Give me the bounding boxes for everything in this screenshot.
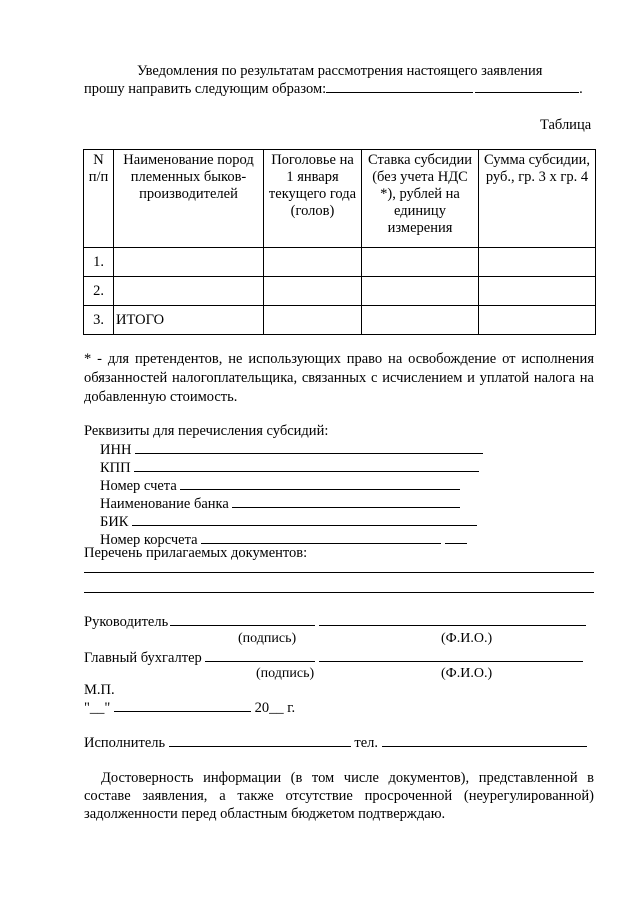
executor-row <box>84 734 587 752</box>
inn-row <box>100 441 483 459</box>
notification-line1: Уведомления по результатам рассмотрения настоящего заявления <box>137 63 543 79</box>
chief-accountant-signature-field[interactable] <box>205 649 315 662</box>
row-rate-cell[interactable] <box>362 248 479 277</box>
documents-line-1[interactable] <box>84 572 594 573</box>
bik-field[interactable] <box>132 513 477 526</box>
table-row <box>84 277 596 306</box>
kpp-field[interactable] <box>134 459 479 472</box>
bank-field[interactable] <box>232 495 460 508</box>
table-row <box>84 248 596 277</box>
vat-footnote: * - для претендентов, не использующих право на освобождение от исполнения обязанностей налогоплательщика, связанных с исчислением и уплатой налога на добавленную стоимость. <box>84 351 594 405</box>
phone-label: тел. <box>354 735 378 751</box>
documents-line-2[interactable] <box>84 592 594 593</box>
row-rate-cell[interactable] <box>362 277 479 306</box>
chief-accountant-name-field[interactable] <box>319 649 583 662</box>
bank-label: Наименование банка <box>100 496 229 512</box>
head-row <box>84 613 586 631</box>
header-headcount: Поголовье на 1 января текущего года (голов) <box>264 150 362 248</box>
executor-name-field[interactable] <box>169 734 351 747</box>
corr-label: Номер корсчета <box>100 532 198 548</box>
row-headcount-cell[interactable] <box>264 248 362 277</box>
kpp-label: КПП <box>100 460 131 476</box>
row-sum-cell[interactable] <box>479 248 596 277</box>
inn-field[interactable] <box>135 441 483 454</box>
account-label: Номер счета <box>100 478 177 494</box>
executor-label: Исполнитель <box>84 735 166 751</box>
row-headcount-cell[interactable] <box>264 306 362 335</box>
bank-row <box>100 495 460 513</box>
head-signature-field[interactable] <box>170 613 315 626</box>
row-sum-cell[interactable] <box>479 277 596 306</box>
row-total-label: ИТОГО <box>114 306 264 335</box>
table-row-total <box>84 306 596 335</box>
date-day: "__" <box>84 700 111 716</box>
kpp-row <box>100 459 479 477</box>
row-breed-cell[interactable] <box>114 248 264 277</box>
row-headcount-cell[interactable] <box>264 277 362 306</box>
delivery-method-field-2[interactable] <box>475 80 579 93</box>
bik-label: БИК <box>100 514 129 530</box>
notification-line2-text: прошу направить следующим образом: <box>84 81 327 97</box>
head-label: Руководитель <box>84 614 169 630</box>
row-breed-cell[interactable] <box>114 277 264 306</box>
corr-field[interactable] <box>201 531 441 544</box>
row-number: 3. <box>84 306 114 335</box>
table-header-row <box>84 150 596 248</box>
row-sum-cell[interactable] <box>479 306 596 335</box>
date-row <box>84 699 295 717</box>
header-rate: Ставка субсидии (без учета НДС *), рублей на единицу измерения <box>362 150 479 248</box>
header-sum: Сумма субсидии, руб., гр. 3 x гр. 4 <box>479 150 596 248</box>
date-month-field[interactable] <box>114 699 251 712</box>
header-number: N п/п <box>84 150 114 248</box>
head-signature-hint: (подпись) <box>238 631 297 646</box>
chief-accountant-row <box>84 649 583 667</box>
head-name-field[interactable] <box>319 613 586 626</box>
inn-label: ИНН <box>100 442 132 458</box>
head-name-hint: (Ф.И.О.) <box>441 631 493 646</box>
chief-accountant-name-hint: (Ф.И.О.) <box>441 666 493 681</box>
date-year: 20__ г. <box>254 700 296 716</box>
stamp-placeholder: М.П. <box>84 682 115 698</box>
table-label: Таблица <box>540 117 592 133</box>
account-row <box>100 477 460 495</box>
requisites-title: Реквизиты для перечисления субсидий: <box>84 423 329 439</box>
confirmation-text: Достоверность информации (в том числе документов), представленной в составе заявления, а также отсутствие просроченной (неурегулированной) задолженности перед областным бюджетом подтверждаю. <box>84 770 594 822</box>
delivery-method-field-1[interactable] <box>326 80 473 93</box>
row-rate-cell[interactable] <box>362 306 479 335</box>
bik-row <box>100 513 477 531</box>
row-number: 1. <box>84 248 114 277</box>
phone-field[interactable] <box>382 734 587 747</box>
chief-accountant-signature-hint: (подпись) <box>256 666 315 681</box>
chief-accountant-label: Главный бухгалтер <box>84 650 202 666</box>
subsidy-table <box>83 149 596 335</box>
notification-line2: прошу направить следующим образом: . <box>84 81 583 97</box>
row-number: 2. <box>84 277 114 306</box>
documents-title: Перечень прилагаемых документов: <box>84 545 308 561</box>
account-field[interactable] <box>180 477 460 490</box>
corr-field-tail[interactable] <box>445 531 467 544</box>
header-breed: Наименование пород племенных быков-производителей <box>114 150 264 248</box>
